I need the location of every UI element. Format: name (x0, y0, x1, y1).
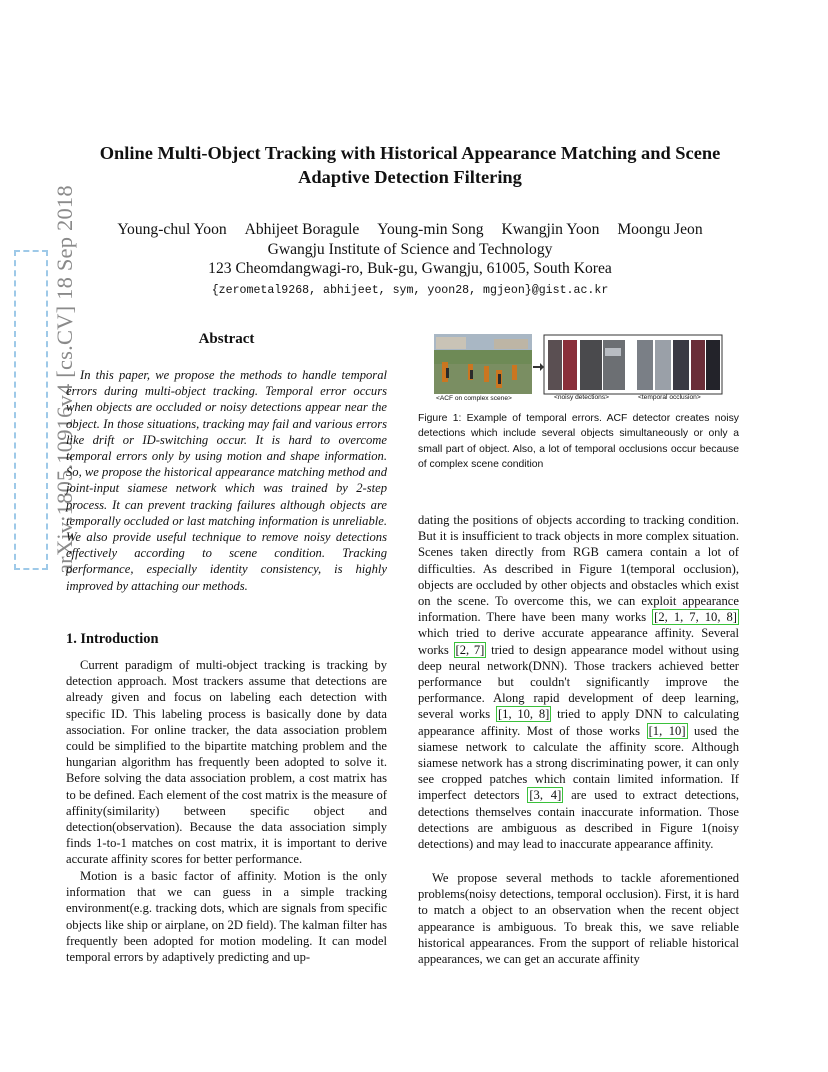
text-segment: which tried to derive accurate appearance affinity. Several works (418, 626, 739, 657)
paper-title: Online Multi-Object Tracking with Historical Appearance Matching and Scene Adaptive Detection Filtering (99, 143, 721, 187)
right-column-paragraph-1 (418, 512, 739, 852)
figure-label-occlusion: <temporal occlusion> (638, 394, 701, 401)
text-segment: tried to design appearance model without using deep neural network(DNN). Those trackers achieved better performance but couldn't significantly improve the performance. Along rapid development of deep learning, several works (418, 642, 739, 722)
text-segment: used the siamese network to calculate the affinity score. Although siamese network has a strong discriminating power, it can only see cropped patches which contain limited information. If imperfect detectors (418, 723, 740, 803)
author-name: Kwangjin Yoon (501, 221, 600, 238)
figure-label-acf: <ACF on complex scene> (436, 395, 512, 402)
noisy-detections-crops (548, 340, 625, 390)
arrow-icon (533, 363, 544, 371)
text-segment: are used to extract detections, detections themselves contain inaccurate information. Those detections are ambiguous as described in Figure 1(noisy detections) and may lead to inaccurate appearance affinity. (418, 788, 740, 852)
abstract-text: In this paper, we propose the methods to handle temporal errors during multi-object tracking. Temporal error occurs when objects are occluded or noisy detections appear near the object. In those situations, tracking may fail and various errors like drift or ID-switching occur. It is hard to overcome temporal errors only by using motion and shape information. So, we propose the historical appearance matching method and joint-input siamese network which was trained by 2-step process. It can prevent tracking failures although objects are temporally occluded or last matching information is unreliable. We also provide useful technique to remove noisy detections effectively according to scene condition. Tracking performance, especially identity consistency, is highly improved by attaching our methods. (66, 368, 387, 593)
affiliation: Gwangju Institute of Science and Technology (267, 240, 553, 258)
arxiv-stamp-border (14, 250, 48, 570)
right-column-paragraph-2: We propose several methods to tackle aforementioned problems(noisy detections, temporal occlusion). First, it is hard to match a object to an observation when the recent object appearance is ambiguous. To break this, we save reliable historical appearances. From the support of reliable historical appearances, we can get an accurate affinity (418, 871, 739, 967)
author-emails: {zerometal9268, abhijeet, sym, yoon28, mgjeon}@gist.ac.kr (211, 283, 609, 297)
text-segment: tried to apply DNN to calculating appearance affinity. Most of those works (418, 707, 739, 738)
author-names (60, 220, 760, 240)
author-name: Moongu Jeon (617, 221, 703, 238)
author-name: Abhijeet Boragule (244, 221, 360, 238)
temporal-occlusion-crops (637, 340, 720, 390)
citation-link[interactable]: [2, 7] (455, 642, 485, 657)
author-name: Young-min Song (377, 221, 484, 238)
address: 123 Cheomdangwagi-ro, Buk-gu, Gwangju, 61005, South Korea (208, 260, 612, 277)
acf-scene-image (434, 334, 532, 394)
figure-1-caption: Figure 1: Example of temporal errors. ACF detector creates noisy detections which include several objects simultaneously or only a small part of object. Also, a lot of temporal occlusions occur because of complex scene condition (418, 413, 739, 471)
citation-link[interactable]: [3, 4] (529, 788, 562, 803)
author-block (60, 220, 760, 300)
citation-link[interactable]: [1, 10] (648, 723, 686, 738)
arxiv-identifier[interactable]: arXiv:1805.10916v4 [cs.CV] 18 Sep 2018 (52, 185, 77, 574)
citation-link[interactable]: [2, 1, 7, 10, 8] (654, 610, 738, 625)
abstract-heading: Abstract (198, 331, 255, 347)
author-name: Young-chul Yoon (117, 221, 227, 238)
intro-paragraph-2: Motion is a basic factor of affinity. Motion is the only information that we can guess in a simple tracking environment(e.g. tracking dots, which are signals from specific objects like ship or airplane, on 2D field). The kalman filter has frequently been adopted for motion modeling. It can model temporal errors by adaptively predicting and up- (66, 869, 387, 965)
intro-paragraph-1: Current paradigm of multi-object tracking is tracking by detection approach. Most trackers assume that detections are already given and focus on labeling each detection with specific ID. This labeling process is basically done by data association. For online tracker, the data association problem could be simplified to the bipartite matching problem and the hungarian algorithm has frequently been adopted to solve it. Before solving the data association problem, a cost matrix has to be defined. Each element of the cost matrix is the measure of affinity(similarity) between specific object and detection(observation). Because the data association simply finds 1-to-1 matches on cost matrix, it is important to derive accurate affinity scores for better performance. (66, 658, 387, 867)
figure-label-noisy: <noisy detections> (554, 394, 609, 401)
section-heading-introduction: 1. Introduction (66, 631, 159, 647)
text-segment: dating the positions of objects according to tracking condition. But it is insufficient to track objects in more complex situation. Scenes taken directly from RGB camera contain a lot of difficulties. As described in Figure 1(temporal occlusion), objects are occluded by other objects and obstacles which exist on the scene. To overcome this, we can exploit appearance information. There have been many works (418, 513, 739, 625)
figure-1 (434, 334, 724, 406)
citation-link[interactable]: [1, 10, 8] (497, 707, 550, 722)
